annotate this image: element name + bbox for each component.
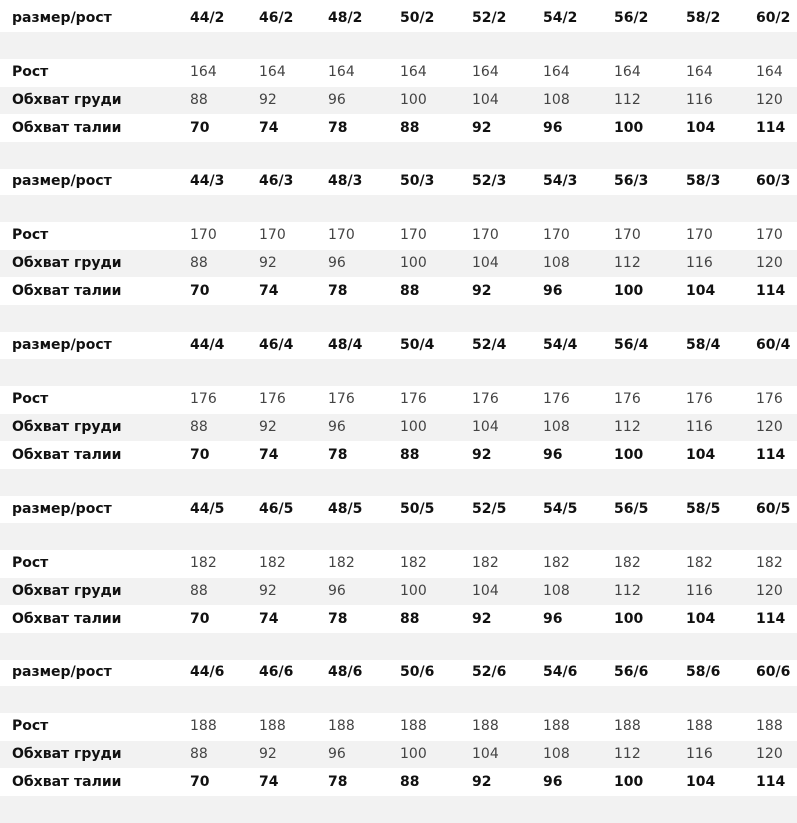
value-cell: 170 — [328, 227, 355, 243]
value-cell: 78 — [328, 447, 348, 463]
value-cell: 170 — [472, 227, 499, 243]
size-cell: 56/6 — [614, 664, 649, 680]
row-label: размер/рост — [12, 337, 112, 353]
row-label: Рост — [12, 718, 49, 734]
size-cell: 54/2 — [543, 10, 578, 26]
size-cell: 52/2 — [472, 10, 507, 26]
row-label: Обхват талии — [12, 611, 122, 627]
row-label: Обхват талии — [12, 283, 122, 299]
value-cell: 100 — [614, 611, 644, 627]
value-cell: 176 — [400, 391, 427, 407]
size-cell: 54/6 — [543, 664, 578, 680]
value-cell: 182 — [400, 555, 427, 571]
chest-row — [0, 578, 797, 605]
size-row — [0, 496, 797, 523]
size-cell: 44/3 — [190, 173, 225, 189]
size-row — [0, 332, 797, 359]
value-cell: 104 — [472, 746, 499, 762]
value-cell: 108 — [543, 583, 570, 599]
chest-row — [0, 87, 797, 114]
value-cell: 188 — [259, 718, 286, 734]
value-cell: 92 — [259, 255, 277, 271]
size-row — [0, 168, 797, 195]
value-cell: 104 — [686, 611, 716, 627]
value-cell: 88 — [190, 92, 208, 108]
value-cell: 78 — [328, 774, 348, 790]
row-label: размер/рост — [12, 173, 112, 189]
value-cell: 170 — [614, 227, 641, 243]
value-cell: 100 — [614, 774, 644, 790]
value-cell: 108 — [543, 419, 570, 435]
size-cell: 60/5 — [756, 501, 791, 517]
value-cell: 116 — [686, 419, 713, 435]
chest-row — [0, 741, 797, 768]
value-cell: 176 — [614, 391, 641, 407]
value-cell: 120 — [756, 583, 783, 599]
size-cell: 58/3 — [686, 173, 721, 189]
size-cell: 54/4 — [543, 337, 578, 353]
value-cell: 104 — [686, 774, 716, 790]
value-cell: 116 — [686, 92, 713, 108]
value-cell: 74 — [259, 774, 279, 790]
size-row — [0, 659, 797, 686]
value-cell: 88 — [400, 283, 420, 299]
row-label: размер/рост — [12, 10, 112, 26]
row-label: Обхват груди — [12, 255, 122, 271]
value-cell: 88 — [190, 255, 208, 271]
value-cell: 164 — [756, 64, 783, 80]
size-cell: 56/5 — [614, 501, 649, 517]
value-cell: 96 — [328, 419, 346, 435]
row-label: Обхват груди — [12, 92, 122, 108]
separator-band — [0, 142, 797, 169]
value-cell: 92 — [259, 419, 277, 435]
size-cell: 58/4 — [686, 337, 721, 353]
value-cell: 100 — [400, 583, 427, 599]
value-cell: 182 — [472, 555, 499, 571]
value-cell: 92 — [472, 447, 492, 463]
separator-band — [0, 633, 797, 660]
size-cell: 54/3 — [543, 173, 578, 189]
value-cell: 100 — [400, 746, 427, 762]
separator-band — [0, 305, 797, 332]
value-cell: 88 — [190, 419, 208, 435]
value-cell: 120 — [756, 255, 783, 271]
value-cell: 170 — [543, 227, 570, 243]
size-cell: 50/3 — [400, 173, 435, 189]
value-cell: 70 — [190, 447, 210, 463]
value-cell: 96 — [543, 447, 563, 463]
value-cell: 70 — [190, 283, 210, 299]
value-cell: 88 — [400, 611, 420, 627]
row-label: Рост — [12, 227, 49, 243]
value-cell: 88 — [190, 746, 208, 762]
value-cell: 88 — [400, 120, 420, 136]
separator-band — [0, 359, 797, 386]
value-cell: 88 — [190, 583, 208, 599]
row-label: Рост — [12, 64, 49, 80]
value-cell: 114 — [756, 611, 786, 627]
height-row — [0, 222, 797, 249]
value-cell: 164 — [328, 64, 355, 80]
value-cell: 116 — [686, 583, 713, 599]
value-cell: 100 — [614, 283, 644, 299]
size-cell: 52/4 — [472, 337, 507, 353]
size-cell: 46/4 — [259, 337, 294, 353]
separator-band — [0, 469, 797, 496]
value-cell: 100 — [400, 255, 427, 271]
waist-row — [0, 442, 797, 469]
value-cell: 104 — [686, 120, 716, 136]
value-cell: 188 — [190, 718, 217, 734]
waist-row — [0, 769, 797, 796]
value-cell: 112 — [614, 583, 641, 599]
value-cell: 104 — [472, 419, 499, 435]
value-cell: 170 — [756, 227, 783, 243]
value-cell: 92 — [259, 746, 277, 762]
value-cell: 182 — [614, 555, 641, 571]
height-row — [0, 713, 797, 740]
value-cell: 78 — [328, 611, 348, 627]
size-cell: 46/6 — [259, 664, 294, 680]
size-cell: 56/3 — [614, 173, 649, 189]
value-cell: 108 — [543, 92, 570, 108]
row-label: Обхват талии — [12, 120, 122, 136]
size-cell: 56/4 — [614, 337, 649, 353]
value-cell: 170 — [190, 227, 217, 243]
separator-band — [0, 686, 797, 713]
value-cell: 104 — [472, 255, 499, 271]
value-cell: 100 — [400, 419, 427, 435]
value-cell: 164 — [190, 64, 217, 80]
value-cell: 88 — [400, 774, 420, 790]
value-cell: 164 — [259, 64, 286, 80]
value-cell: 104 — [686, 283, 716, 299]
size-cell: 46/2 — [259, 10, 294, 26]
size-cell: 60/2 — [756, 10, 791, 26]
value-cell: 96 — [328, 92, 346, 108]
value-cell: 182 — [543, 555, 570, 571]
size-cell: 50/6 — [400, 664, 435, 680]
value-cell: 70 — [190, 774, 210, 790]
size-block — [0, 5, 797, 169]
size-cell: 52/3 — [472, 173, 507, 189]
waist-row — [0, 606, 797, 633]
size-cell: 48/4 — [328, 337, 363, 353]
value-cell: 112 — [614, 92, 641, 108]
value-cell: 114 — [756, 774, 786, 790]
row-label: Обхват груди — [12, 419, 122, 435]
value-cell: 104 — [472, 92, 499, 108]
value-cell: 108 — [543, 746, 570, 762]
value-cell: 120 — [756, 746, 783, 762]
value-cell: 114 — [756, 120, 786, 136]
height-row — [0, 550, 797, 577]
value-cell: 96 — [543, 120, 563, 136]
value-cell: 96 — [328, 583, 346, 599]
size-cell: 46/3 — [259, 173, 294, 189]
value-cell: 112 — [614, 746, 641, 762]
row-label: Обхват груди — [12, 746, 122, 762]
value-cell: 164 — [400, 64, 427, 80]
separator-band — [0, 195, 797, 222]
value-cell: 92 — [259, 92, 277, 108]
row-label: Обхват груди — [12, 583, 122, 599]
row-label: размер/рост — [12, 501, 112, 517]
value-cell: 96 — [328, 255, 346, 271]
value-cell: 188 — [686, 718, 713, 734]
value-cell: 74 — [259, 283, 279, 299]
row-label: размер/рост — [12, 664, 112, 680]
value-cell: 92 — [472, 120, 492, 136]
separator-band — [0, 796, 797, 823]
value-cell: 92 — [472, 611, 492, 627]
size-cell: 52/5 — [472, 501, 507, 517]
value-cell: 116 — [686, 746, 713, 762]
height-row — [0, 59, 797, 86]
value-cell: 182 — [259, 555, 286, 571]
value-cell: 182 — [190, 555, 217, 571]
size-block — [0, 659, 797, 823]
size-cell: 60/3 — [756, 173, 791, 189]
value-cell: 120 — [756, 419, 783, 435]
size-cell: 48/3 — [328, 173, 363, 189]
value-cell: 170 — [686, 227, 713, 243]
value-cell: 88 — [400, 447, 420, 463]
row-label: Обхват талии — [12, 447, 122, 463]
waist-row — [0, 115, 797, 142]
value-cell: 100 — [614, 120, 644, 136]
value-cell: 104 — [686, 447, 716, 463]
value-cell: 74 — [259, 611, 279, 627]
value-cell: 114 — [756, 283, 786, 299]
value-cell: 164 — [686, 64, 713, 80]
value-cell: 170 — [259, 227, 286, 243]
chest-row — [0, 250, 797, 277]
row-label: Обхват талии — [12, 774, 122, 790]
value-cell: 176 — [328, 391, 355, 407]
size-cell: 44/6 — [190, 664, 225, 680]
value-cell: 116 — [686, 255, 713, 271]
value-cell: 100 — [400, 92, 427, 108]
value-cell: 176 — [259, 391, 286, 407]
size-cell: 58/5 — [686, 501, 721, 517]
value-cell: 188 — [756, 718, 783, 734]
value-cell: 188 — [400, 718, 427, 734]
value-cell: 164 — [543, 64, 570, 80]
size-cell: 44/5 — [190, 501, 225, 517]
value-cell: 104 — [472, 583, 499, 599]
value-cell: 182 — [756, 555, 783, 571]
chest-row — [0, 414, 797, 441]
value-cell: 120 — [756, 92, 783, 108]
size-cell: 60/6 — [756, 664, 791, 680]
value-cell: 96 — [543, 283, 563, 299]
size-cell: 54/5 — [543, 501, 578, 517]
size-cell: 50/2 — [400, 10, 435, 26]
value-cell: 188 — [472, 718, 499, 734]
size-cell: 50/4 — [400, 337, 435, 353]
size-cell: 52/6 — [472, 664, 507, 680]
value-cell: 176 — [686, 391, 713, 407]
value-cell: 92 — [259, 583, 277, 599]
size-cell: 58/6 — [686, 664, 721, 680]
size-cell: 44/4 — [190, 337, 225, 353]
value-cell: 112 — [614, 419, 641, 435]
value-cell: 176 — [190, 391, 217, 407]
value-cell: 100 — [614, 447, 644, 463]
value-cell: 70 — [190, 611, 210, 627]
size-block — [0, 168, 797, 332]
row-label: Рост — [12, 555, 49, 571]
value-cell: 188 — [543, 718, 570, 734]
height-row — [0, 386, 797, 413]
size-cell: 60/4 — [756, 337, 791, 353]
value-cell: 74 — [259, 447, 279, 463]
value-cell: 176 — [756, 391, 783, 407]
value-cell: 164 — [472, 64, 499, 80]
value-cell: 164 — [614, 64, 641, 80]
value-cell: 170 — [400, 227, 427, 243]
size-row — [0, 5, 797, 32]
value-cell: 78 — [328, 283, 348, 299]
value-cell: 96 — [543, 774, 563, 790]
size-cell: 46/5 — [259, 501, 294, 517]
value-cell: 188 — [328, 718, 355, 734]
value-cell: 96 — [328, 746, 346, 762]
separator-band — [0, 32, 797, 59]
row-label: Рост — [12, 391, 49, 407]
size-cell: 56/2 — [614, 10, 649, 26]
size-block — [0, 496, 797, 660]
size-cell: 58/2 — [686, 10, 721, 26]
value-cell: 114 — [756, 447, 786, 463]
value-cell: 188 — [614, 718, 641, 734]
value-cell: 92 — [472, 283, 492, 299]
value-cell: 182 — [686, 555, 713, 571]
value-cell: 70 — [190, 120, 210, 136]
value-cell: 92 — [472, 774, 492, 790]
value-cell: 176 — [543, 391, 570, 407]
value-cell: 182 — [328, 555, 355, 571]
size-block — [0, 332, 797, 496]
size-cell: 48/2 — [328, 10, 363, 26]
size-cell: 48/6 — [328, 664, 363, 680]
size-cell: 50/5 — [400, 501, 435, 517]
value-cell: 78 — [328, 120, 348, 136]
value-cell: 96 — [543, 611, 563, 627]
waist-row — [0, 278, 797, 305]
separator-band — [0, 523, 797, 550]
value-cell: 176 — [472, 391, 499, 407]
size-cell: 48/5 — [328, 501, 363, 517]
value-cell: 74 — [259, 120, 279, 136]
value-cell: 108 — [543, 255, 570, 271]
size-cell: 44/2 — [190, 10, 225, 26]
value-cell: 112 — [614, 255, 641, 271]
